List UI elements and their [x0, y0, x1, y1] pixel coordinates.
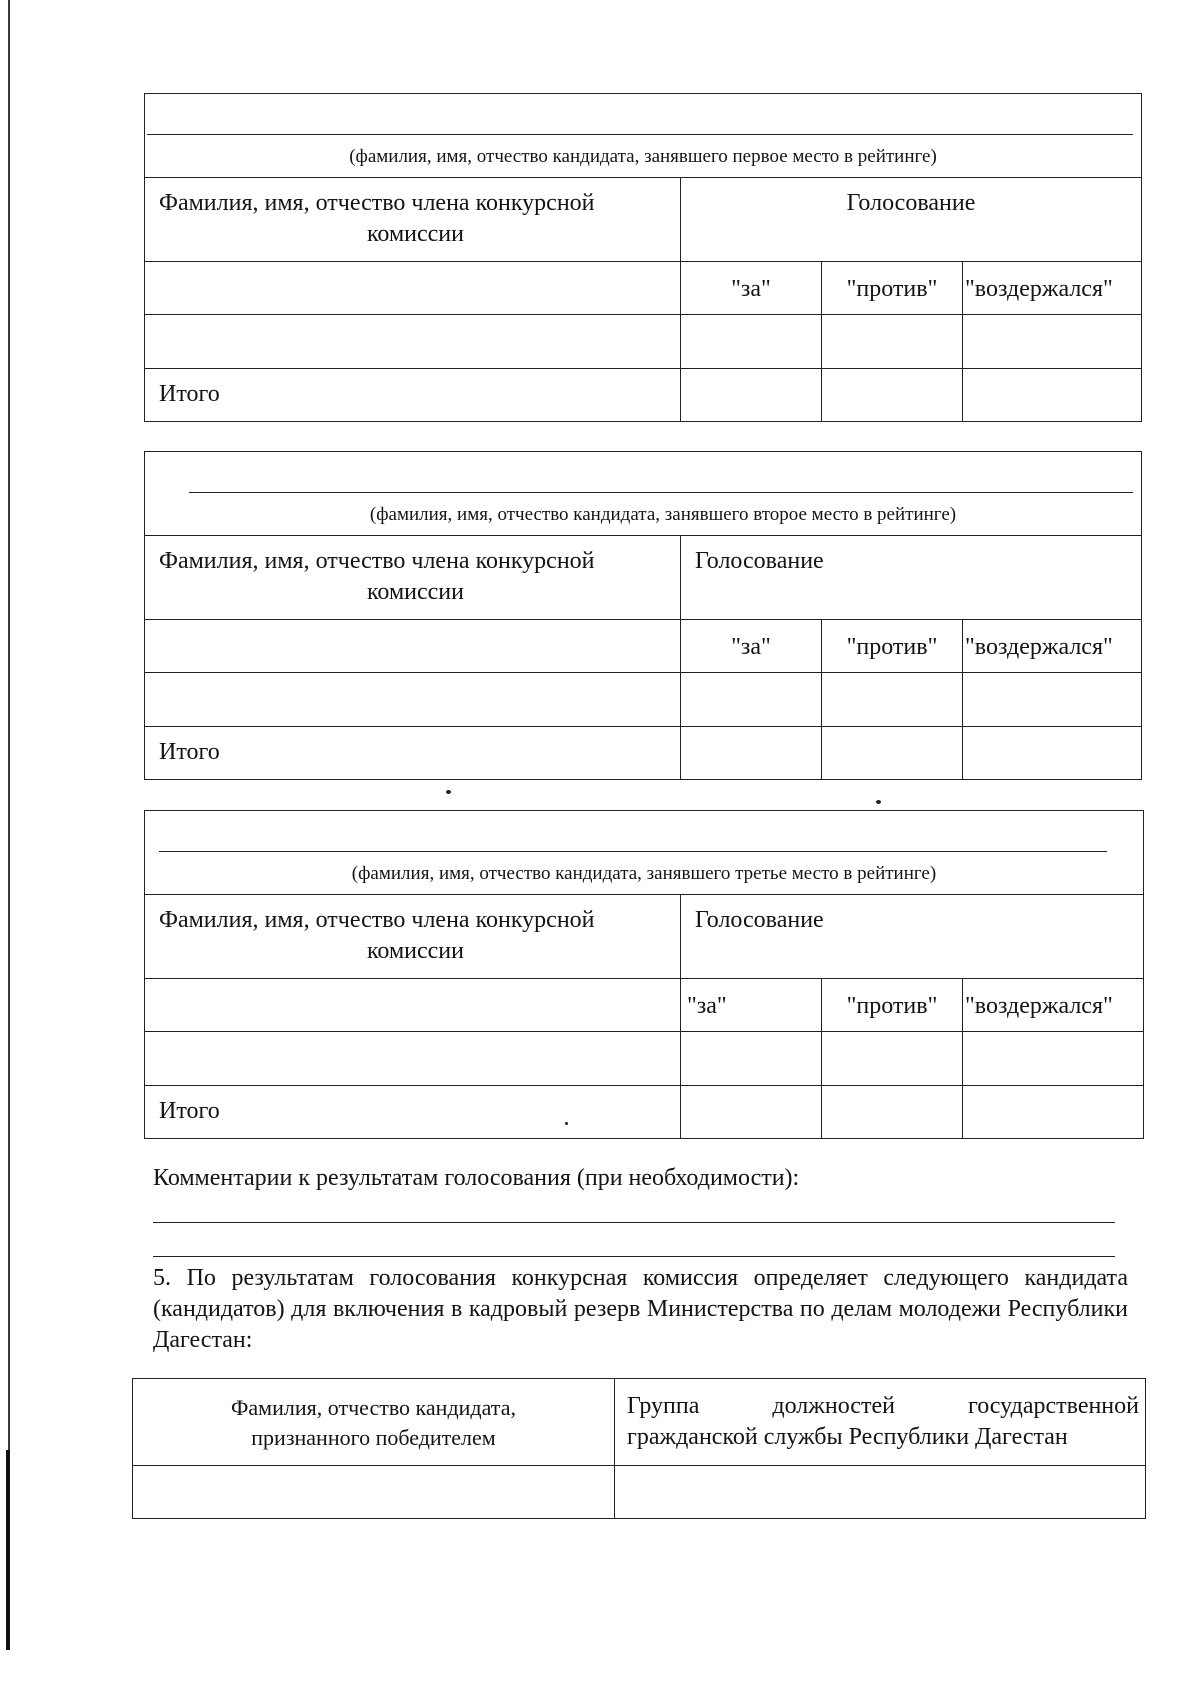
vote-options-row — [145, 620, 1141, 673]
total-label: Итого — [145, 727, 681, 779]
member-name-header: Фамилия, имя, отчество члена конкурсной комиссии — [145, 178, 681, 261]
voting-header: Голосование — [846, 190, 976, 216]
voting-header: Голосование — [695, 907, 824, 933]
vote-for-cell[interactable] — [681, 315, 822, 368]
comment-line[interactable] — [153, 1256, 1115, 1257]
vote-abstain-cell[interactable] — [963, 315, 1141, 368]
section-5-paragraph: 5. По результатам голосования конкурсная комиссия определяет следующего кандидата (кандидатов) для включения в кадровый резерв Министерства по делам молодежи Республики Дагестан: — [153, 1265, 1128, 1353]
total-abstain-cell[interactable] — [963, 1086, 1143, 1138]
member-name-cell[interactable] — [145, 315, 681, 368]
candidate-name-field[interactable] — [145, 94, 1141, 178]
scan-speck — [446, 790, 451, 794]
member-name-header: Фамилия, имя, отчество члена конкурсной комиссии — [145, 536, 681, 619]
total-for-cell[interactable] — [681, 1086, 822, 1138]
candidate-name-field[interactable] — [145, 811, 1143, 895]
vote-against-header: "против" — [822, 979, 963, 1031]
candidate-name-underline — [189, 492, 1133, 493]
candidate-name-underline — [147, 134, 1133, 135]
position-group-header: Группа должностей государственной гражданской службы Республики Дагестан — [627, 1393, 1139, 1450]
member-name-cell[interactable] — [145, 673, 681, 726]
vote-for-cell[interactable] — [681, 1032, 822, 1085]
total-row — [145, 369, 1141, 421]
member-name-cell[interactable] — [145, 1032, 681, 1085]
table-row — [145, 1032, 1143, 1086]
table-header-row — [145, 895, 1143, 979]
voting-table-first — [144, 93, 1142, 422]
left-margin-thick-line — [6, 1450, 10, 1650]
vote-for-cell[interactable] — [681, 673, 822, 726]
vote-against-cell[interactable] — [822, 315, 963, 368]
winner-name-header: Фамилия, отчество кандидата, признанного победителем — [133, 1379, 615, 1465]
vote-abstain-cell[interactable] — [963, 673, 1141, 726]
total-abstain-cell[interactable] — [963, 369, 1141, 421]
total-abstain-cell[interactable] — [963, 727, 1141, 779]
candidate-name-underline — [159, 851, 1107, 852]
table-header-row — [145, 178, 1141, 262]
vote-against-header: "против" — [822, 620, 963, 672]
member-name-cell[interactable] — [145, 262, 681, 314]
vote-abstain-header: "воздержался" — [965, 634, 1113, 660]
left-margin-line — [8, 0, 10, 1580]
total-against-cell[interactable] — [822, 1086, 963, 1138]
voting-table-third — [144, 810, 1144, 1139]
table-row — [145, 673, 1141, 727]
vote-against-cell[interactable] — [822, 1032, 963, 1085]
vote-abstain-header: "воздержался" — [965, 993, 1113, 1019]
total-row — [145, 727, 1141, 779]
vote-abstain-cell[interactable] — [963, 1032, 1143, 1085]
total-for-cell[interactable] — [681, 727, 822, 779]
winner-name-cell[interactable] — [133, 1466, 615, 1518]
total-against-cell[interactable] — [822, 727, 963, 779]
comments-label: Комментарии к результатам голосования (при необходимости): — [153, 1165, 800, 1191]
vote-for-header: "за" — [681, 620, 822, 672]
table-row — [145, 315, 1141, 369]
candidate-caption: (фамилия, имя, отчество кандидата, занявшего третье место в рейтинге) — [351, 863, 937, 884]
voting-header: Голосование — [695, 548, 824, 574]
total-label: Итого — [145, 1086, 681, 1138]
member-name-cell[interactable] — [145, 979, 681, 1031]
total-against-cell[interactable] — [822, 369, 963, 421]
member-name-cell[interactable] — [145, 620, 681, 672]
member-name-header: Фамилия, имя, отчество члена конкурсной комиссии — [145, 895, 681, 978]
total-for-cell[interactable] — [681, 369, 822, 421]
total-row — [145, 1086, 1143, 1138]
position-group-cell[interactable] — [615, 1466, 1145, 1518]
scan-speck — [876, 800, 881, 804]
winner-table-header — [133, 1379, 1145, 1466]
candidate-caption: (фамилия, имя, отчество кандидата, занявшего второе место в рейтинге) — [369, 504, 957, 525]
vote-options-row — [145, 979, 1143, 1032]
table-row — [133, 1466, 1145, 1518]
comment-line[interactable] — [153, 1222, 1115, 1223]
vote-for-header: "за" — [681, 262, 822, 314]
candidate-name-field[interactable] — [145, 452, 1141, 536]
table-header-row — [145, 536, 1141, 620]
voting-table-second — [144, 451, 1142, 780]
vote-against-header: "против" — [822, 262, 963, 314]
total-label: Итого — [145, 369, 681, 421]
scan-speck — [565, 1122, 568, 1125]
vote-options-row — [145, 262, 1141, 315]
vote-for-header: "за" — [681, 979, 822, 1031]
winner-table — [132, 1378, 1146, 1519]
vote-abstain-header: "воздержался" — [965, 276, 1113, 302]
vote-against-cell[interactable] — [822, 673, 963, 726]
candidate-caption: (фамилия, имя, отчество кандидата, занявшего первое место в рейтинге) — [349, 146, 937, 167]
